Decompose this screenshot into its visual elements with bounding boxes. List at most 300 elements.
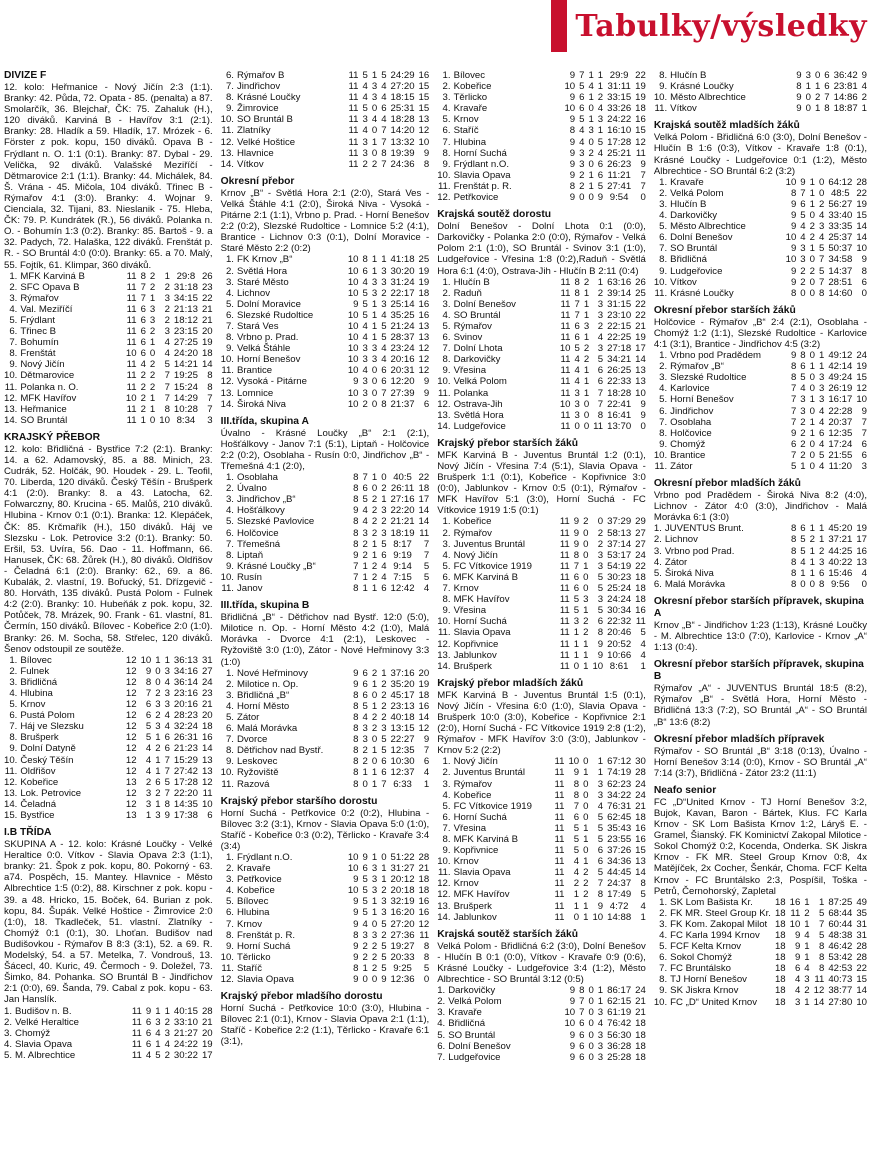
cell-rank: 7. bbox=[442, 822, 451, 834]
table-row bbox=[221, 376, 430, 387]
cell-wins: 4 bbox=[800, 556, 806, 568]
cell-score: 19:27 bbox=[390, 940, 415, 952]
cell-rank: 8. bbox=[659, 70, 668, 81]
cell-played: 9 bbox=[353, 298, 359, 310]
cell-rank: 4. bbox=[9, 687, 18, 699]
section-heading: Krajská soutěž starších žáků bbox=[437, 928, 579, 940]
cell-score: 21:24 bbox=[390, 320, 415, 332]
cell-wins: 6 bbox=[573, 571, 580, 583]
cell-rank: 7. bbox=[225, 538, 234, 550]
cell-losses: 5 bbox=[597, 583, 604, 595]
cell-points: 11 bbox=[635, 616, 646, 628]
cell-points: 4 bbox=[640, 900, 646, 912]
cell-score: 10:28 bbox=[173, 403, 198, 415]
cell-points: 21 bbox=[201, 314, 213, 326]
cell-played: 11 bbox=[554, 822, 565, 834]
cell-team-name: Světlá Hora bbox=[453, 409, 504, 421]
cell-team-name: FK Krnov „B“ bbox=[236, 254, 293, 266]
cell-wins: 5 bbox=[362, 700, 368, 712]
cell-team-name: Svinov bbox=[453, 332, 483, 344]
cell-wins: 1 bbox=[805, 81, 811, 93]
cell-points: 28 bbox=[418, 852, 430, 863]
cell-points: 24 bbox=[201, 676, 213, 688]
cell-rank: 2. bbox=[659, 361, 668, 373]
cell-losses: 4 bbox=[597, 103, 604, 115]
table-row bbox=[437, 137, 646, 148]
table-row bbox=[221, 125, 430, 136]
cell-points: 22 bbox=[201, 292, 213, 304]
cell-team-name: Slezské Rudoltice bbox=[670, 372, 747, 384]
cell-team-name: Kravaře bbox=[236, 863, 271, 875]
cell-losses: 2 bbox=[381, 516, 387, 528]
cell-rank: 4. bbox=[9, 303, 18, 315]
results-text: Velká Polom - Břidličná 6:2 (3:0), Dolní Benešov - Hlučín B 0:1 (0:0), Vítkov - Kravaře 0:9 (0:6), Krásné Loučky - Ludgeřovice 3:4 (1:2), Město Albrechtice - SO Bruntál 3:12 (0:5) bbox=[437, 940, 646, 986]
cell-rank: 12. bbox=[437, 192, 451, 204]
cell-wins: 5 bbox=[573, 845, 580, 857]
cell-score: 8:17 bbox=[393, 538, 412, 550]
standings-table bbox=[221, 472, 430, 594]
cell-score: 42:53 bbox=[828, 963, 853, 975]
table-row bbox=[221, 852, 430, 863]
cell-points: 28 bbox=[201, 1005, 213, 1017]
table-row bbox=[221, 919, 430, 930]
cell-draws: 1 bbox=[371, 549, 378, 561]
cell-played: 8 bbox=[353, 689, 359, 701]
cell-rank: 6. bbox=[659, 952, 668, 964]
cell-wins: 5 bbox=[362, 885, 368, 897]
cell-team-name: Heřmanice bbox=[20, 403, 67, 415]
cell-score: 14:37 bbox=[828, 265, 853, 277]
cell-played: 8 bbox=[790, 556, 797, 568]
cell-losses: 8 bbox=[381, 147, 387, 159]
cell-losses: 2 bbox=[381, 689, 387, 701]
cell-score: 53:17 bbox=[607, 549, 632, 561]
cell-score: 24:29 bbox=[390, 70, 415, 81]
cell-points: 12 bbox=[856, 383, 867, 395]
table-row bbox=[4, 1039, 213, 1050]
cell-losses: 6 bbox=[164, 743, 170, 755]
cell-played: 8 bbox=[790, 578, 797, 590]
cell-points: 24 bbox=[635, 549, 646, 561]
cell-losses: 3 bbox=[597, 343, 604, 355]
cell-score: 33:10 bbox=[173, 1016, 198, 1028]
cell-draws: 1 bbox=[809, 556, 815, 568]
table-row bbox=[654, 941, 867, 952]
table-row bbox=[437, 1030, 646, 1041]
cell-played: 9 bbox=[569, 1029, 576, 1041]
cell-team-name: Těrlicko bbox=[453, 92, 488, 104]
cell-wins: 5 bbox=[800, 534, 806, 546]
cell-draws: 1 bbox=[155, 732, 161, 744]
cell-losses: 3 bbox=[597, 789, 604, 801]
cell-rank: 1. bbox=[225, 254, 234, 266]
cell-team-name: Vítkov bbox=[670, 103, 697, 115]
cell-wins: 1 bbox=[145, 810, 152, 821]
cell-draws: 1 bbox=[583, 834, 589, 845]
cell-wins: 2 bbox=[579, 169, 585, 181]
cell-losses: 5 bbox=[818, 243, 825, 255]
cell-played: 10 bbox=[564, 103, 576, 115]
cell-played: 11 bbox=[348, 158, 359, 170]
cell-score: 22:41 bbox=[607, 398, 632, 410]
cell-losses: 5 bbox=[381, 70, 387, 81]
cell-losses: 3 bbox=[164, 292, 170, 304]
cell-team-name: Horní Suchá bbox=[236, 940, 291, 952]
cell-rank: 2. bbox=[653, 534, 662, 546]
table-row bbox=[221, 668, 430, 679]
table-row bbox=[4, 348, 213, 359]
cell-played: 10 bbox=[347, 332, 359, 344]
cell-played: 9 bbox=[353, 874, 359, 886]
cell-losses: 1 bbox=[381, 254, 387, 266]
cell-played: 11 bbox=[348, 136, 359, 148]
cell-losses: 1 bbox=[597, 756, 604, 768]
cell-draws: 1 bbox=[371, 907, 378, 919]
cell-rank: 12. bbox=[437, 889, 451, 901]
cell-losses: 1 bbox=[818, 350, 825, 362]
cell-points: 14 bbox=[856, 985, 867, 997]
table-row bbox=[4, 1028, 213, 1039]
cell-team-name: Krnov bbox=[236, 918, 263, 930]
cell-draws: 4 bbox=[155, 1027, 161, 1039]
cell-losses: 5 bbox=[818, 930, 825, 941]
cell-played: 8 bbox=[796, 81, 802, 93]
cell-points: 22 bbox=[635, 298, 646, 310]
cell-rank: 10. bbox=[437, 856, 451, 868]
cell-score: 34:22 bbox=[607, 789, 632, 801]
cell-points: 16 bbox=[418, 298, 430, 310]
cell-team-name: Slezské Rudoltice bbox=[236, 309, 314, 321]
cell-played: 12 bbox=[125, 654, 137, 666]
cell-played: 12 bbox=[125, 665, 137, 677]
cell-score: 24:22 bbox=[607, 114, 632, 126]
results-text: Dolní Benešov - Dolní Lhota 0:1 (0:0), Darkovičky - Polanka 2:0 (0:0), Rýmařov - Velká Polom 2:1 (1:0), SO Bruntál - Svinov 3:1 (1:0), Ludgeřovice - Vřesina 1:8 (0:2),Raduň - Světlá Hora 6:1 (4:0), Ostrava-Jih - Hlučín B 2:11 (0:4) bbox=[437, 221, 646, 277]
cell-points: 18 bbox=[418, 885, 430, 897]
cell-rank: 4. bbox=[225, 505, 234, 517]
table-row bbox=[437, 321, 646, 332]
cell-wins: 6 bbox=[140, 303, 146, 315]
cell-team-name: Zátor bbox=[664, 556, 688, 568]
cell-team-name: Frýdlant n.O. bbox=[453, 158, 510, 170]
table-row bbox=[221, 103, 430, 114]
cell-wins: 2 bbox=[573, 878, 580, 890]
cell-team-name: SFC Opava B bbox=[20, 281, 80, 293]
cell-draws: 2 bbox=[809, 232, 815, 244]
cell-draws: 1 bbox=[809, 176, 815, 188]
cell-points: 16 bbox=[635, 822, 646, 834]
cell-draws: 0 bbox=[583, 778, 589, 790]
cell-rank: 6. bbox=[225, 70, 234, 81]
table-row bbox=[654, 523, 867, 534]
results-text: Úvalno - Krásné Loučky „B“ 2:1 (2:1), Hošťálkovy - Janov 7:1 (5:1), Liptaň - Holčovice 2:2 (0:2), Osoblaha - Rusín 0:0, Jindřichov „B“ - Třemešná 4:1 (2:0), bbox=[220, 427, 430, 472]
cell-team-name: Malá Morávka bbox=[664, 578, 726, 590]
cell-losses: 2 bbox=[164, 303, 170, 315]
cell-played: 9 bbox=[353, 940, 359, 952]
results-text: SKUPINA A - 12. kolo: Krásné Loučky - Velké Heraltice 0:0. Vítkov - Slavia Opava 2:3 (1:1), branky: 21. Špok z pok. kopu, 80. Pokorný - 63. a74. Pospěch, 15. Mantey. Hlavnice - Město Albrechtice 1:5 (0:2), 88. Kirschner z pok. kopu - 39. a 48. Hricko, 15. Boček, 64. Burian z pok. kopu, 84. Šupák. Velké Hoštice - Žimrovice 2:0 (1:0), 18. Tkadleček, 51. vlastní. Zlatníky - Chomýž 0:1 (0:1), 30. Lhoťan. Budišov nad Budišovkou - Rýmařov B 8:3 (3:1), 52. a 69. R. Modelský, 54. a 57. Metelka, 7. Vondrouš, 13. Šácecl, 40. Kuric, 49. Čermoch - 9. Doležel, 73. Šimko, 84. Pohanka. SO Bruntál B - Jindřichov 2:1 (0:0), 69. Šanda, 79. Cabal z pok. kopu - 63. Jan Hanslík. bbox=[4, 839, 213, 1006]
cell-played: 8 bbox=[353, 734, 359, 746]
cell-rank: 10. bbox=[220, 114, 234, 126]
cell-played: 11 bbox=[126, 414, 137, 426]
section-heading: III.třída, skupina A bbox=[220, 415, 309, 427]
cell-score: 20:46 bbox=[607, 627, 632, 639]
table-row bbox=[437, 1041, 646, 1052]
table-row bbox=[437, 550, 646, 561]
table-row bbox=[437, 845, 646, 856]
cell-team-name: Rýmařov bbox=[20, 292, 59, 304]
cell-losses: 10 bbox=[592, 911, 604, 923]
cell-played: 11 bbox=[348, 147, 359, 159]
league-section bbox=[654, 734, 867, 779]
cell-rank: 3. bbox=[442, 538, 451, 550]
cell-draws: 2 bbox=[809, 265, 815, 277]
cell-rank: 6. bbox=[653, 578, 662, 590]
cell-played: 11 bbox=[126, 359, 137, 371]
cell-points: 14 bbox=[856, 221, 867, 233]
cell-rank: 10. bbox=[220, 951, 234, 963]
cell-points: 24 bbox=[635, 778, 646, 790]
cell-wins: 3 bbox=[145, 798, 152, 810]
section-heading: DIVIZE F bbox=[4, 70, 47, 81]
table-row bbox=[221, 539, 430, 550]
cell-wins: 3 bbox=[800, 243, 806, 255]
table-row bbox=[437, 399, 646, 410]
cell-rank: 6. bbox=[9, 710, 18, 722]
cell-score: 9:25 bbox=[393, 962, 412, 974]
cell-played: 9 bbox=[790, 198, 797, 210]
table-row bbox=[4, 766, 213, 777]
cell-points: 11 bbox=[635, 147, 646, 159]
cell-rank: 12. bbox=[220, 376, 234, 388]
cell-wins: 3 bbox=[579, 158, 585, 170]
cell-points: 24 bbox=[635, 789, 646, 801]
cell-team-name: Milotice n. Op. bbox=[236, 678, 299, 690]
cell-team-name: Darkovičky bbox=[670, 210, 718, 222]
table-row bbox=[221, 572, 430, 583]
table-row bbox=[221, 159, 430, 170]
cell-wins: 2 bbox=[140, 370, 146, 382]
cell-score: 37:16 bbox=[390, 667, 415, 679]
cell-draws: 0 bbox=[371, 483, 378, 495]
cell-score: 18:12 bbox=[173, 314, 198, 326]
table-row bbox=[654, 266, 867, 277]
cell-score: 14:86 bbox=[833, 92, 858, 104]
cell-score: 11:20 bbox=[828, 461, 852, 472]
table-row bbox=[654, 546, 867, 557]
cell-score: 40:22 bbox=[828, 556, 853, 568]
cell-points: 7 bbox=[640, 180, 646, 192]
cell-team-name: SO Bruntál bbox=[670, 243, 718, 255]
cell-played: 9 bbox=[569, 70, 576, 81]
cell-team-name: Osoblaha bbox=[236, 472, 279, 484]
cell-rank: 2. bbox=[442, 81, 451, 93]
cell-rank: 5. bbox=[442, 800, 451, 812]
cell-draws: 2 bbox=[583, 878, 589, 890]
cell-score: 16:17 bbox=[828, 394, 853, 406]
table-row bbox=[437, 539, 646, 550]
cell-losses: 7 bbox=[818, 918, 825, 930]
section-heading: Okresní přebor bbox=[220, 175, 295, 187]
table-row bbox=[437, 639, 646, 650]
cell-score: 20:52 bbox=[607, 638, 632, 650]
cell-draws: 1 bbox=[588, 114, 594, 126]
table-row bbox=[221, 321, 430, 332]
cell-team-name: Leskovec bbox=[236, 756, 278, 768]
cell-score: 36:28 bbox=[607, 1040, 632, 1052]
cell-rank: 11. bbox=[221, 365, 234, 377]
cell-played: 9 bbox=[353, 907, 359, 919]
cell-played: 10 bbox=[347, 276, 359, 288]
cell-rank: 1. bbox=[4, 1005, 13, 1017]
cell-rank: 14. bbox=[437, 420, 451, 432]
section-heading: Krajský přebor mladšího dorostu bbox=[220, 991, 383, 1003]
cell-points: 8 bbox=[640, 878, 646, 890]
cell-wins: 1 bbox=[800, 567, 806, 579]
cell-team-name: Polanka bbox=[453, 387, 489, 399]
cell-played: 8 bbox=[353, 723, 359, 735]
table-row bbox=[221, 745, 430, 756]
cell-played: 8 bbox=[790, 187, 797, 199]
cell-draws: 0 bbox=[583, 789, 589, 801]
table-row bbox=[437, 299, 646, 310]
cell-wins: 6 bbox=[579, 1051, 585, 1063]
cell-rank: 3. bbox=[9, 676, 18, 688]
cell-score: 45:20 bbox=[828, 523, 853, 535]
cell-score: 23:81 bbox=[833, 81, 858, 93]
cell-played: 9 bbox=[353, 951, 359, 963]
cell-draws: 2 bbox=[371, 505, 378, 517]
cell-losses: 7 bbox=[164, 392, 170, 404]
cell-wins: 6 bbox=[794, 963, 801, 975]
cell-team-name: Slavia Opava bbox=[236, 974, 295, 986]
cell-points: 15 bbox=[635, 845, 646, 857]
cell-draws: 0 bbox=[371, 125, 378, 137]
cell-wins: 5 bbox=[579, 114, 585, 126]
cell-draws: 1 bbox=[804, 941, 810, 953]
cell-draws: 1 bbox=[155, 654, 161, 666]
cell-losses: 7 bbox=[381, 158, 387, 170]
cell-score: 36:42 bbox=[833, 70, 858, 81]
cell-played: 11 bbox=[131, 1038, 142, 1050]
cell-wins: 6 bbox=[579, 92, 585, 104]
cell-draws: 2 bbox=[583, 867, 589, 879]
table-row bbox=[4, 755, 213, 766]
cell-rank: 4. bbox=[653, 556, 662, 568]
cell-team-name: Pustá Polom bbox=[20, 710, 75, 722]
cell-losses: 3 bbox=[818, 383, 825, 395]
cell-played: 9 bbox=[790, 265, 797, 277]
cell-team-name: MFK Karviná B bbox=[453, 834, 519, 845]
cell-team-name: Razová bbox=[236, 778, 270, 790]
cell-points: 31 bbox=[856, 918, 867, 930]
cell-draws: 1 bbox=[371, 298, 378, 310]
cell-team-name: Dolní Benešov bbox=[453, 298, 516, 310]
cell-wins: 4 bbox=[574, 376, 580, 388]
cell-draws: 2 bbox=[371, 667, 378, 679]
cell-draws: 0 bbox=[809, 438, 815, 450]
cell-wins: 8 bbox=[579, 985, 585, 997]
cell-wins: 0 bbox=[573, 911, 580, 923]
cell-score: 31:24 bbox=[390, 276, 415, 288]
table-row bbox=[654, 188, 867, 199]
cell-points: 12 bbox=[418, 723, 430, 735]
cell-team-name: Chomýž bbox=[670, 438, 706, 450]
cell-points: 22 bbox=[635, 309, 646, 321]
table-row bbox=[654, 952, 867, 963]
cell-played: 18 bbox=[774, 985, 786, 997]
cell-points: 9 bbox=[423, 147, 430, 159]
cell-losses: 5 bbox=[381, 745, 387, 757]
cell-played: 12 bbox=[125, 687, 137, 699]
cell-losses: 7 bbox=[381, 778, 387, 790]
cell-played: 11 bbox=[559, 649, 570, 661]
cell-draws: 1 bbox=[371, 745, 378, 757]
table-row bbox=[221, 767, 430, 778]
table-row bbox=[437, 528, 646, 539]
cell-rank: 3. bbox=[442, 92, 451, 104]
table-row bbox=[221, 399, 430, 410]
cell-draws: 0 bbox=[588, 1018, 594, 1030]
cell-draws: 0 bbox=[588, 1051, 594, 1063]
section-heading: Krajský přebor staršího dorostu bbox=[220, 795, 378, 807]
cell-played: 11 bbox=[559, 594, 570, 606]
cell-rank: 1. bbox=[442, 70, 451, 81]
cell-wins: 5 bbox=[362, 874, 368, 886]
cell-losses: 7 bbox=[597, 387, 604, 399]
cell-score: 16:10 bbox=[607, 125, 632, 137]
table-row bbox=[221, 896, 430, 907]
results-text: Velká Polom - Břidličná 6:0 (3:0), Dolní Benešov - Hlučín B 1:6 (0:3), Vítkov - Kravaře 1:8 (0:1), Krásné Loučky - Ludgeřovice 0:1 (1:2), Město Albrechtice - SO Bruntál 6:2 (3:2) bbox=[653, 132, 867, 177]
cell-rank: 11. bbox=[654, 461, 668, 472]
cell-rank: 12. bbox=[437, 398, 451, 410]
cell-rank: 10. bbox=[653, 92, 668, 104]
cell-team-name: Světlá Hora bbox=[236, 265, 288, 277]
cell-draws: 1 bbox=[371, 309, 378, 321]
cell-played: 9 bbox=[569, 985, 576, 997]
cell-draws: 1 bbox=[371, 678, 378, 690]
cell-losses: 8 bbox=[164, 798, 170, 810]
table-row bbox=[654, 199, 867, 210]
cell-points: 27 bbox=[635, 527, 646, 539]
cell-team-name: Dolní Moravice bbox=[236, 298, 301, 310]
table-row bbox=[221, 388, 430, 399]
cell-losses: 6 bbox=[381, 549, 387, 561]
cell-points: 0 bbox=[861, 287, 867, 299]
cell-wins: 4 bbox=[362, 81, 368, 93]
cell-points: 11 bbox=[202, 787, 213, 799]
cell-losses: 7 bbox=[381, 125, 387, 137]
cell-wins: 10 bbox=[140, 654, 152, 666]
cell-losses: 8 bbox=[818, 287, 825, 299]
cell-score: 40:15 bbox=[173, 1005, 198, 1017]
standings-table bbox=[221, 70, 430, 170]
cell-wins: 4 bbox=[579, 125, 585, 137]
cell-losses: 1 bbox=[597, 81, 604, 93]
table-row bbox=[654, 930, 867, 941]
cell-team-name: Krnov bbox=[20, 699, 46, 711]
cell-draws: 2 bbox=[155, 710, 161, 722]
cell-points: 23 bbox=[201, 687, 213, 699]
cell-played: 10 bbox=[125, 392, 137, 404]
league-section bbox=[654, 70, 867, 114]
cell-played: 9 bbox=[790, 221, 797, 233]
cell-team-name: Čeladná bbox=[20, 798, 57, 810]
standings-table bbox=[654, 177, 867, 299]
cell-points: 18 bbox=[635, 594, 646, 606]
cell-draws: 3 bbox=[371, 343, 378, 355]
cell-score: 27:20 bbox=[390, 918, 415, 930]
cell-draws: 1 bbox=[583, 660, 589, 672]
cell-team-name: Velká Štáhle bbox=[236, 343, 291, 355]
